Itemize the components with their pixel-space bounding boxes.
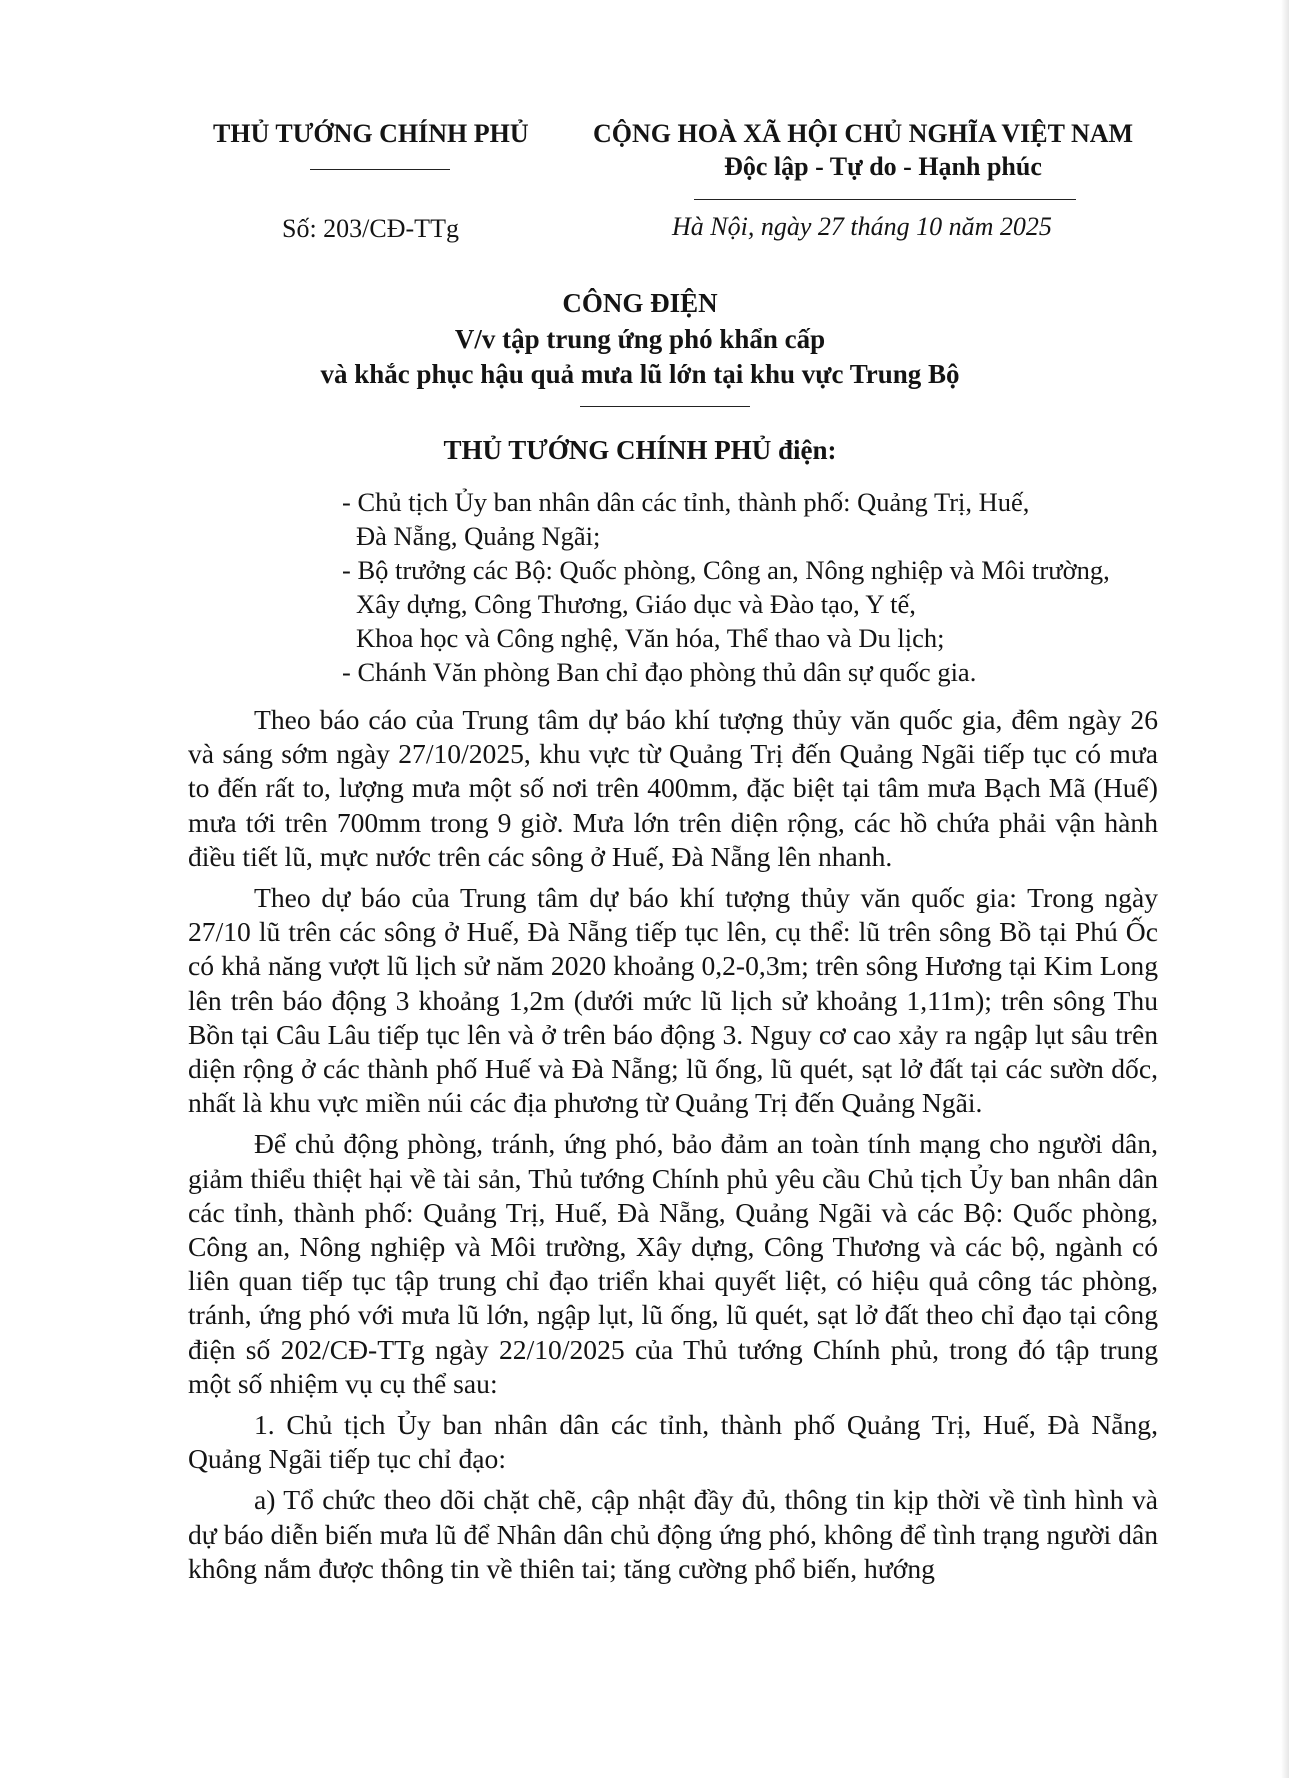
subject-line-1: V/v tập trung ứng phó khẩn cấp: [454, 324, 826, 354]
recipient-2-line-3: Khoa học và Công nghệ, Văn hóa, Thể thao và Du lịch;: [356, 623, 945, 653]
recipient-2-line-2: Xây dựng, Công Thương, Giáo dục và Đào tạo, Y tế,: [356, 589, 916, 619]
paragraph-forecast: Theo dự báo của Trung tâm dự báo khí tượng thủy văn quốc gia: Trong ngày 27/10 lũ trên các sông ở Huế, Đà Nẵng tiếp tục lên, cụ thể: lũ trên sông Bồ tại Phú Ốc có khả năng vượt lũ lịch sử năm 2020 khoảng 0,2-0,3m; trên sông Hương tại Kim Long lên trên báo động 3 khoảng 1,2m (dưới mức lũ lịch sử khoảng 1,11m); trên sông Thu Bồn tại Câu Lâu tiếp tục lên và ở trên báo động 3. Nguy cơ cao xảy ra ngập lụt sâu trên diện rộng ở các thành phố Huế và Đà Nẵng; lũ ống, lũ quét, sạt lở đất tại các sườn dốc, nhất là khu vực miền núi các địa phương từ Quảng Trị đến Quảng Ngãi.: [188, 882, 1158, 1119]
recipient-3-line-1: - Chánh Văn phòng Ban chỉ đạo phòng thủ dân sự quốc gia.: [342, 657, 977, 687]
paragraph-weather-report: Theo báo cáo của Trung tâm dự báo khí tượng thủy văn quốc gia, đêm ngày 26 và sáng sớm ngày 27/10/2025, khu vực từ Quảng Trị đến Quảng Ngãi tiếp tục có mưa to đến rất to, lượng mưa một số nơi trên 400mm, đặc biệt tại tâm mưa Bạch Mã (Huế) mưa tới trên 700mm trong 9 giờ. Mưa lớn trên diện rộng, các hồ chứa phải vận hành điều tiết lũ, mực nước trên các sông ở Huế, Đà Nẵng lên nhanh.: [188, 704, 1158, 872]
paragraph-item-1: 1. Chủ tịch Ủy ban nhân dân các tỉnh, thành phố Quảng Trị, Huế, Đà Nẵng, Quảng Ngãi tiếp tục chỉ đạo:: [188, 1409, 1158, 1475]
subject-line-2: và khắc phục hậu quả mưa lũ lớn tại khu vực Trung Bộ: [320, 359, 960, 389]
page-edge-shadow: [1281, 0, 1289, 1778]
paragraph-directive: Để chủ động phòng, tránh, ứng phó, bảo đảm an toàn tính mạng cho người dân, giảm thiểu thiệt hại về tài sản, Thủ tướng Chính phủ yêu cầu Chủ tịch Ủy ban nhân dân các tỉnh, thành phố: Quảng Trị, Huế, Đà Nẵng, Quảng Ngãi và các Bộ: Quốc phòng, Công an, Nông nghiệp và Môi trường, Xây dựng, Công Thương và các bộ, ngành có liên quan tiếp tục tập trung chỉ đạo triển khai quyết liệt, có hiệu quả công tác phòng, tránh, ứng phó với mưa lũ lớn, ngập lụt, lũ ống, lũ quét, sạt lở đất theo chỉ đạo tại công điện số 202/CĐ-TTg ngày 22/10/2025 của Thủ tướng Chính phủ, trong đó tập trung một số nhiệm vụ cụ thể sau:: [188, 1128, 1158, 1399]
issuer-underline: [310, 169, 450, 170]
recipient-1-line-2: Đà Nẵng, Quảng Ngãi;: [356, 521, 601, 551]
national-motto: Độc lập - Tự do - Hạnh phúc: [724, 152, 1042, 181]
document-type: CÔNG ĐIỆN: [562, 288, 718, 318]
issuer-name: THỦ TƯỚNG CHÍNH PHỦ: [213, 119, 529, 148]
sender-line: THỦ TƯỚNG CHÍNH PHỦ điện:: [443, 435, 837, 465]
motto-underline: [694, 199, 1076, 200]
paragraph-item-1a: a) Tổ chức theo dõi chặt chẽ, cập nhật đầy đủ, thông tin kịp thời về tình hình và dự báo diễn biến mưa lũ để Nhân dân chủ động ứng phó, không để tình trạng người dân không nắm được thông tin về thiên tai; tăng cường phổ biến, hướng: [188, 1484, 1158, 1584]
recipient-2-line-1: - Bộ trưởng các Bộ: Quốc phòng, Công an, Nông nghiệp và Môi trường,: [342, 555, 1110, 585]
title-underline: [580, 406, 750, 407]
recipient-1-line-1: - Chủ tịch Ủy ban nhân dân các tỉnh, thành phố: Quảng Trị, Huế,: [342, 487, 1030, 517]
country-name: CỘNG HOÀ XÃ HỘI CHỦ NGHĨA VIỆT NAM: [593, 119, 1134, 148]
place-and-date: Hà Nội, ngày 27 tháng 10 năm 2025: [672, 212, 1052, 241]
document-body: [188, 703, 1158, 1593]
document-number: Số: 203/CĐ-TTg: [282, 214, 459, 243]
